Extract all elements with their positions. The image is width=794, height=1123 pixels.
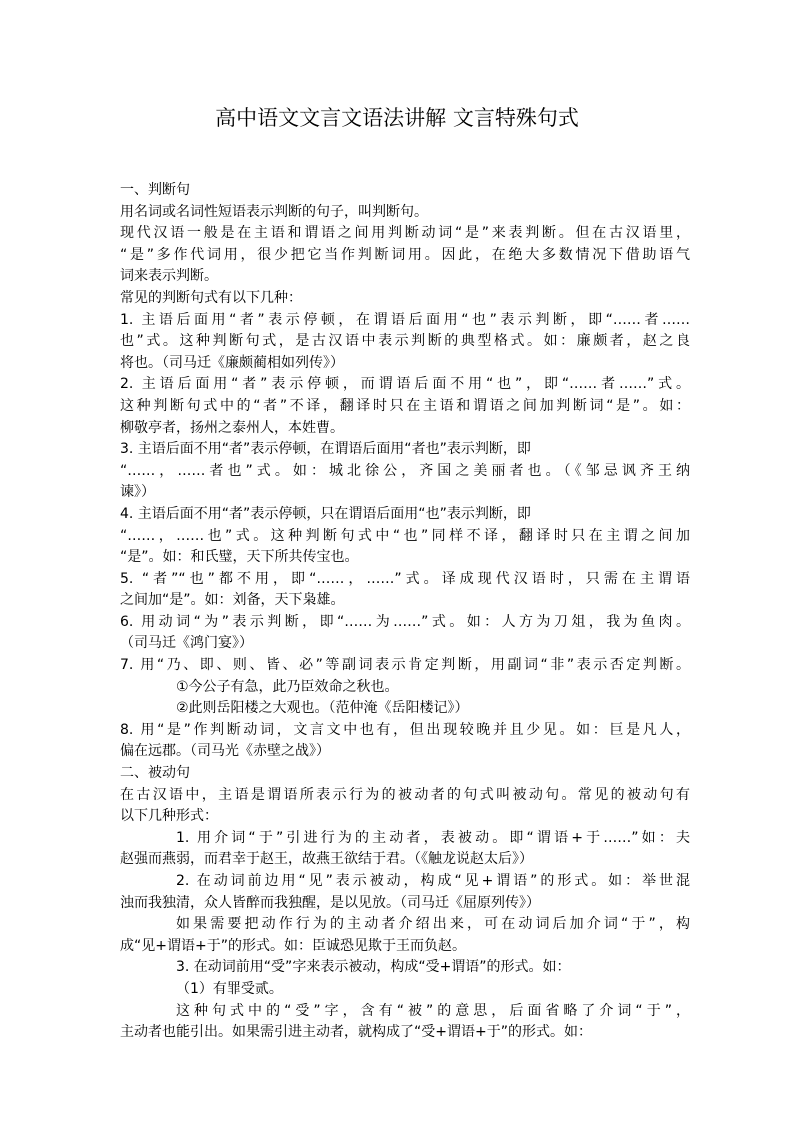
list-item-6: 6. 用动词“为”表示判断，即“……为……”式。如：人方为刀俎，我为鱼肉。 <box>120 613 690 630</box>
text-line: 这种句式中的“受”字，含有“被”的意思，后面省略了介词“于”， <box>176 1002 690 1019</box>
text-line: 词来表示判断。 <box>120 268 218 285</box>
list-item-1: 1. 用介词“于”引进行为的主动者，表被动。即“谓语+于……”如：夫 <box>176 829 690 846</box>
text-line: 之间加“是”。如：刘备，天下枭雄。 <box>120 592 345 609</box>
text-line: 也”式。这种判断句式，是古汉语中表示判断的典型格式。如：廉颇者，赵之良 <box>120 333 690 350</box>
text-line: 偏在远郡。（司马光《赤壁之战》） <box>120 743 330 760</box>
example-line: （1）有罪受贰。 <box>176 980 283 997</box>
list-item-4: 4. 主语后面不用“者”表示停顿，只在谓语后面用“也”表示判断，即 <box>120 505 531 522</box>
text-line: 用名词或名词性短语表示判断的句子，叫判断句。 <box>120 203 428 220</box>
text-line: 常见的判断句式有以下几种： <box>120 289 302 306</box>
text-line: 谏》） <box>120 484 155 501</box>
list-item-7: 7. 用“乃、即、则、皆、必”等副词表示肯定判断，用副词“非”表示否定判断。 <box>120 657 690 674</box>
text-line: “……，……者也”式。如：城北徐公，齐国之美丽者也。（《邹忌讽齐王纳 <box>120 462 690 479</box>
text-line: 赵强而燕弱，而君幸于赵王，故燕王欲结于君。（《触龙说赵太后》） <box>120 851 533 868</box>
text-line: 以下几种形式： <box>120 808 218 825</box>
text-line: “是”。如：和氏璧，天下所共传宝也。 <box>120 549 359 566</box>
text-line: 这种判断句式中的“者”不译，翻译时只在主语和谓语之间加判断词“是”。如： <box>120 397 690 414</box>
text-line: 将也。（司马迁《廉颇蔺相如列传》） <box>120 354 344 371</box>
list-item-1: 1. 主语后面用“者”表示停顿，在谓语后面用“也”表示判断，即“……者…… <box>120 311 690 328</box>
text-line: 如果需要把动作行为的主动者介绍出来，可在动词后加介词“于”，构 <box>176 916 690 933</box>
example-line: ①今公子有急，此乃臣效命之秋也。 <box>176 678 399 695</box>
example-line: ②此则岳阳楼之大观也。（范仲淹《岳阳楼记》） <box>176 700 469 717</box>
list-item-2: 2. 主语后面用“者”表示停顿，而谓语后面不用“也”，即“……者……”式。 <box>120 376 690 393</box>
text-line: 成“见+谓语+于”的形式。如：臣诚恐见欺于王而负赵。 <box>120 937 466 954</box>
list-item-3: 3. 在动词前用“受”字来表示被动，构成“受+谓语”的形式。如： <box>176 959 571 976</box>
text-line: 柳敬亭者，扬州之泰州人，本姓曹。 <box>120 419 344 436</box>
section-heading-judgment: 一、判断句 <box>120 182 190 198</box>
text-line: 主动者也能引出。如果需引进主动者，就构成了“受+谓语+于”的形式。如： <box>120 1024 592 1041</box>
text-line: 在古汉语中，主语是谓语所表示行为的被动者的句式叫被动句。常见的被动句有 <box>120 786 690 803</box>
text-line: 现代汉语一般是在主语和谓语之间用判断动词“是”来表判断。但在古汉语里， <box>120 225 690 242</box>
section-heading-passive: 二、被动句 <box>120 765 190 782</box>
text-line: 浊而我独清，众人皆醉而我独醒，是以见放。（司马迁《屈原列传》） <box>120 894 540 911</box>
list-item-8: 8. 用“是”作判断动词，文言文中也有，但出现较晚并且少见。如：巨是凡人， <box>120 721 690 738</box>
list-item-3: 3. 主语后面不用“者”表示停顿，在谓语后面用“者也”表示判断，即 <box>120 441 531 458</box>
text-line: （司马迁《鸿门宴》） <box>120 635 253 652</box>
list-item-2: 2. 在动词前边用“见”表示被动，构成“见+谓语”的形式。如：举世混 <box>176 873 690 889</box>
list-item-5: 5. “者”“也”都不用，即“……，……”式。译成现代汉语时，只需在主谓语 <box>120 570 690 587</box>
document-title: 高中语文文言文语法讲解 文言特殊句式 <box>215 106 579 130</box>
document-body <box>120 180 690 1044</box>
text-line: “……，……也”式。这种判断句式中“也”同样不译，翻译时只在主谓之间加 <box>120 527 690 544</box>
text-line: “是”多作代词用，很少把它当作判断词用。因此，在绝大多数情况下借助语气 <box>120 246 690 263</box>
